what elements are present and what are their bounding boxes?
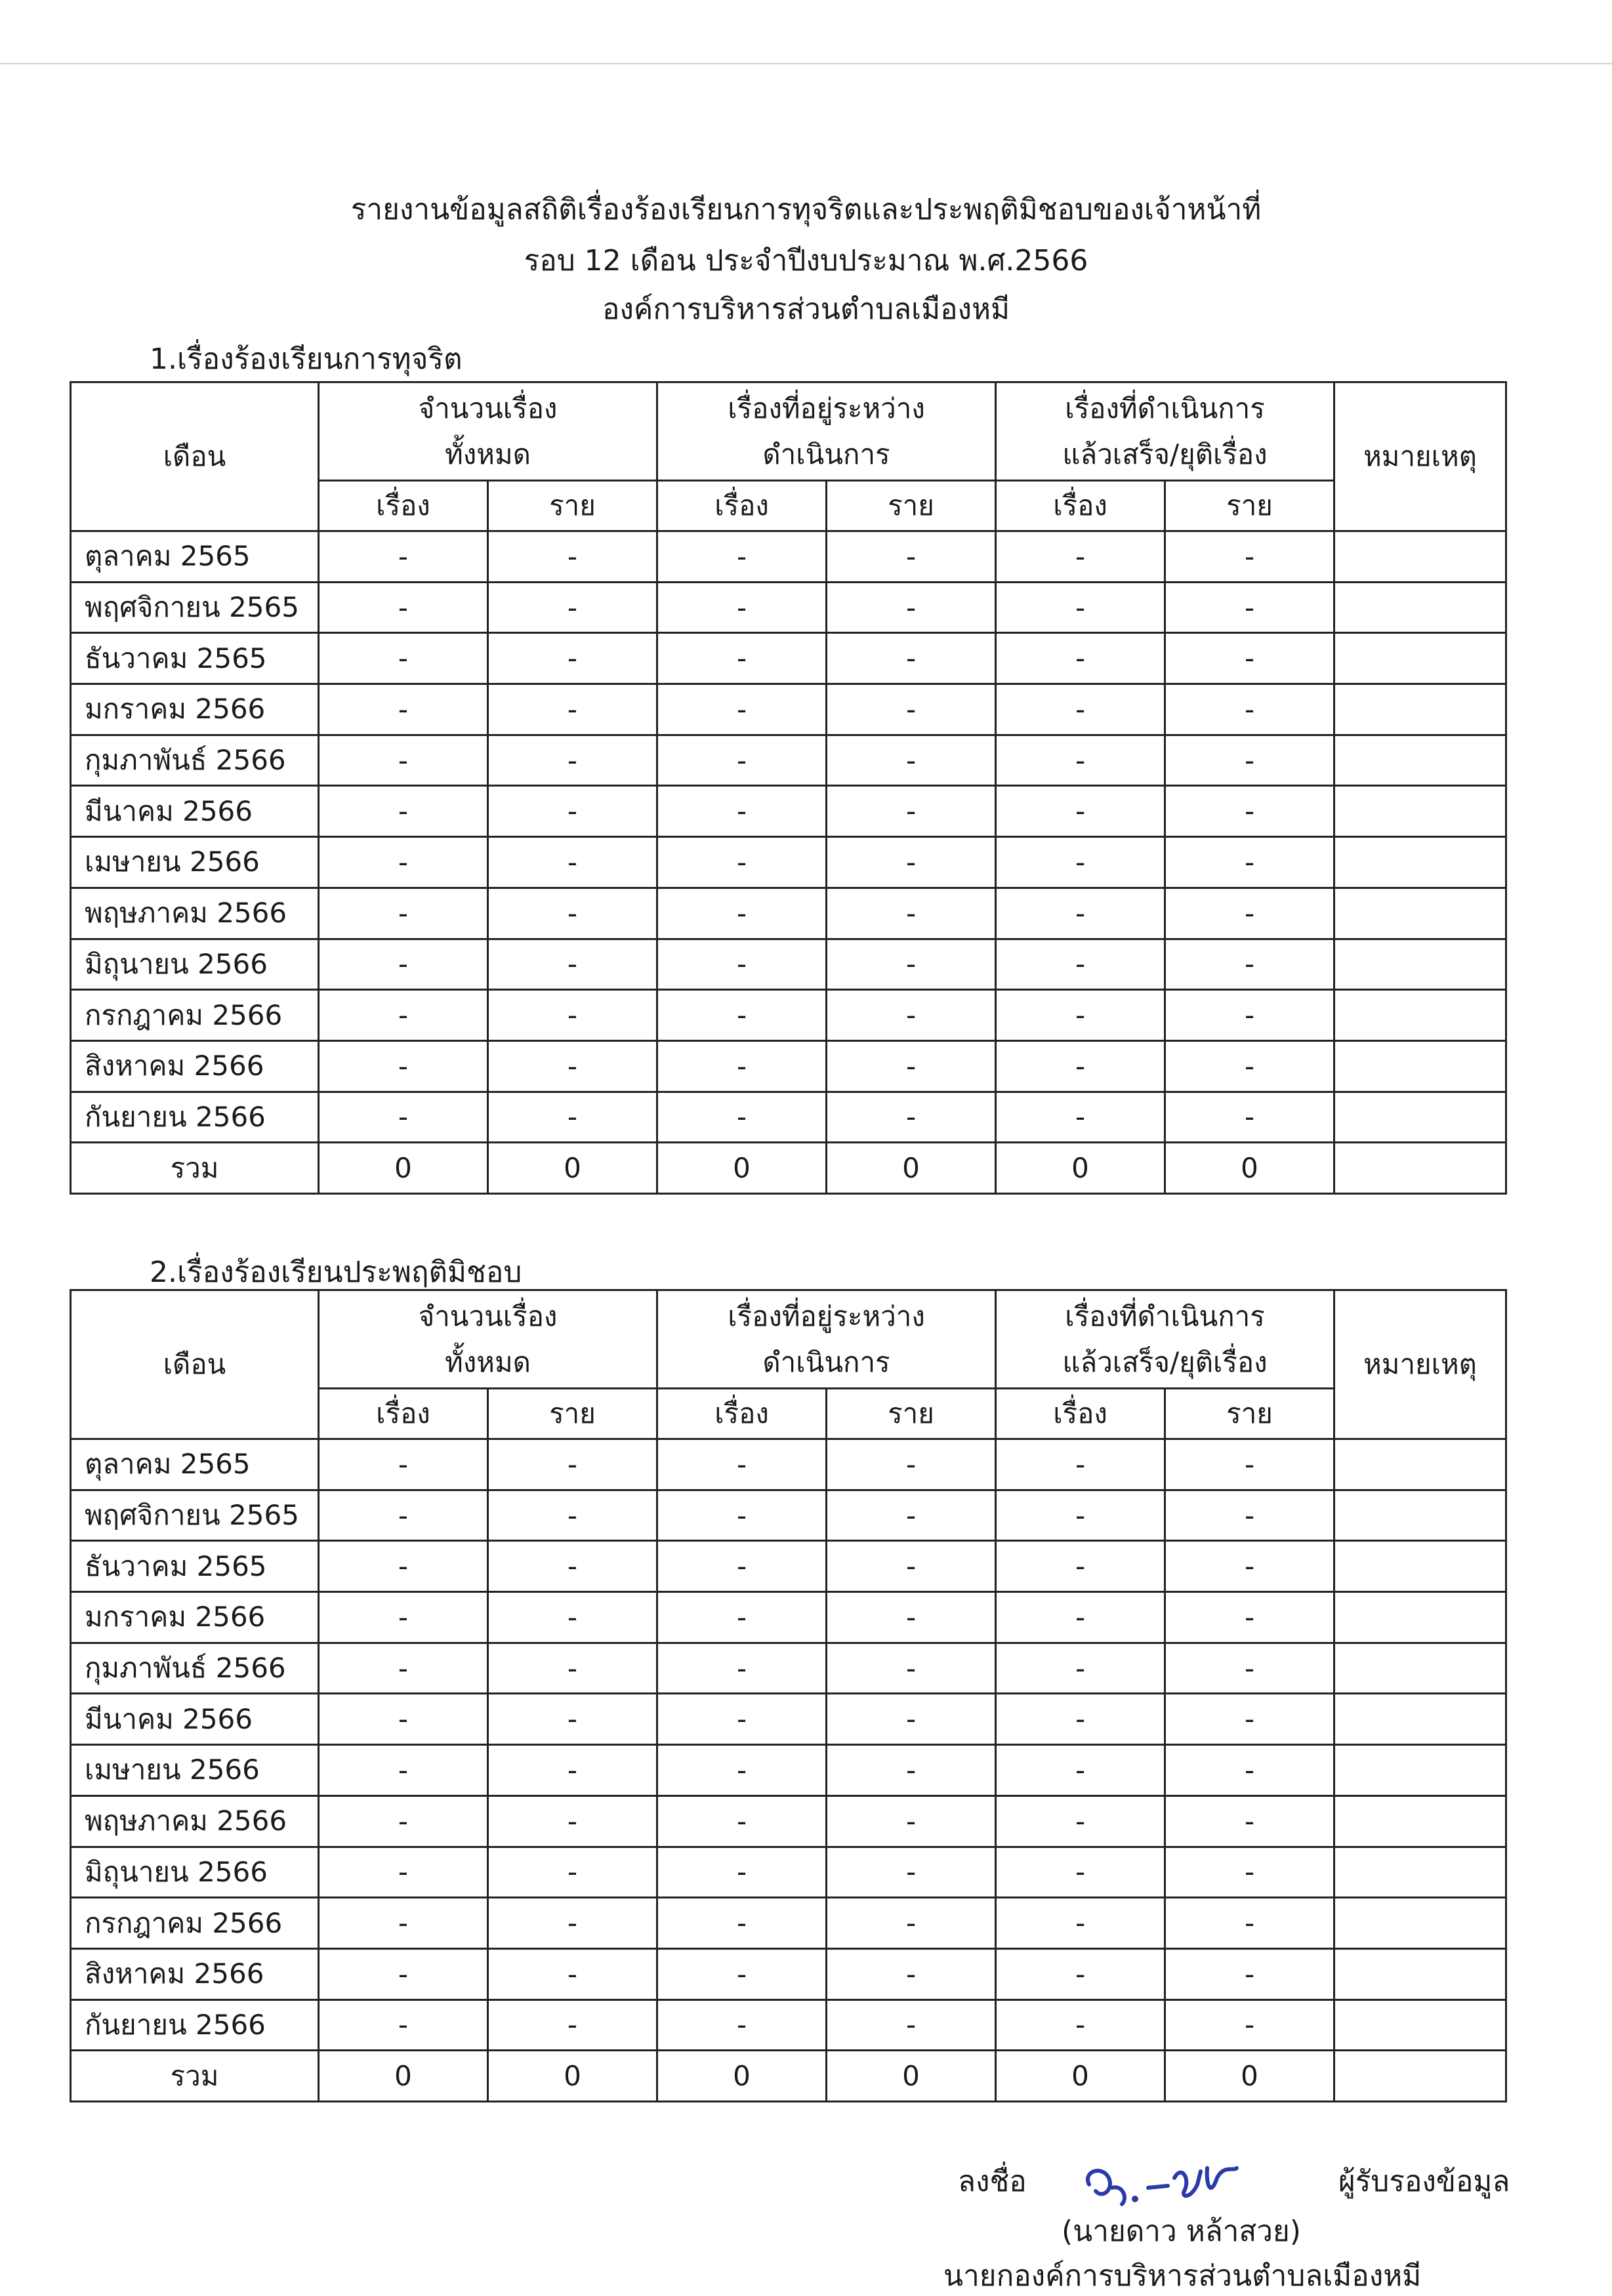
remark-header: หมายเหตุ — [1334, 382, 1506, 531]
table-row — [71, 1847, 1506, 1898]
table-row — [71, 1092, 1506, 1143]
value-cell: - — [488, 1745, 657, 1796]
value-cell: - — [1165, 1592, 1334, 1643]
value-cell: - — [996, 531, 1165, 583]
remark-cell — [1334, 837, 1506, 888]
table-row — [71, 1898, 1506, 1949]
table-row — [71, 1999, 1506, 2051]
total-row — [71, 2051, 1506, 2102]
value-cell: - — [1165, 1948, 1334, 1999]
value-cell: - — [827, 1541, 996, 1592]
total-value-cell: 0 — [1165, 2051, 1334, 2102]
value-cell: - — [657, 1092, 827, 1143]
table-row — [71, 633, 1506, 684]
value-cell: - — [488, 837, 657, 888]
value-cell: - — [1165, 990, 1334, 1041]
total-count-header-line2: ทั้งหมด — [445, 1345, 531, 1378]
table-row — [71, 1948, 1506, 1999]
table-row — [71, 684, 1506, 735]
remark-cell — [1334, 2051, 1506, 2102]
table-row — [71, 939, 1506, 990]
month-cell: มกราคม 2566 — [71, 1592, 319, 1643]
total-count-header — [319, 1290, 657, 1389]
value-cell: - — [1165, 531, 1334, 583]
remark-cell — [1334, 1643, 1506, 1694]
value-cell: - — [488, 1999, 657, 2051]
total-value-cell: 0 — [319, 1143, 488, 1194]
value-cell: - — [657, 786, 827, 837]
subheader-matter: เรื่อง — [319, 481, 488, 531]
table-row — [71, 1795, 1506, 1847]
pending-header-line1: เรื่องที่อยู่ระหว่าง — [728, 392, 925, 424]
total-label: รวม — [71, 1143, 319, 1194]
month-cell: พฤษภาคม 2566 — [71, 888, 319, 939]
organization-name: องค์การบริหารส่วนตำบลเมืองหมี — [602, 293, 1010, 326]
remark-cell — [1334, 582, 1506, 633]
value-cell: - — [657, 837, 827, 888]
value-cell: - — [996, 888, 1165, 939]
value-cell: - — [319, 1592, 488, 1643]
value-cell: - — [996, 1541, 1165, 1592]
month-cell: กรกฎาคม 2566 — [71, 990, 319, 1041]
completed-header — [996, 1290, 1334, 1389]
value-cell: - — [827, 837, 996, 888]
statistics-table-misconduct — [70, 1289, 1507, 2102]
value-cell: - — [488, 1490, 657, 1541]
value-cell: - — [319, 1541, 488, 1592]
month-cell: สิงหาคม 2566 — [71, 1040, 319, 1092]
month-cell: ธันวาคม 2565 — [71, 1541, 319, 1592]
value-cell: - — [996, 786, 1165, 837]
value-cell: - — [827, 531, 996, 583]
value-cell: - — [657, 1439, 827, 1490]
value-cell: - — [996, 684, 1165, 735]
completed-header — [996, 382, 1334, 481]
header-row — [71, 382, 1506, 481]
total-count-header-line1: จำนวนเรื่อง — [418, 392, 558, 424]
remark-cell — [1334, 1490, 1506, 1541]
value-cell: - — [319, 990, 488, 1041]
month-cell: มิถุนายน 2566 — [71, 939, 319, 990]
value-cell: - — [657, 633, 827, 684]
sign-label: ลงชื่อ — [958, 2165, 1027, 2198]
value-cell: - — [996, 1490, 1165, 1541]
month-cell: มกราคม 2566 — [71, 684, 319, 735]
pending-header-line2: ดำเนินการ — [762, 438, 890, 470]
value-cell: - — [657, 1745, 827, 1796]
value-cell: - — [657, 1694, 827, 1745]
value-cell: - — [657, 939, 827, 990]
total-value-cell: 0 — [657, 1143, 827, 1194]
value-cell: - — [1165, 1643, 1334, 1694]
remark-cell — [1334, 1847, 1506, 1898]
header-row — [71, 1290, 1506, 1389]
month-cell: มีนาคม 2566 — [71, 1694, 319, 1745]
value-cell: - — [319, 582, 488, 633]
value-cell: - — [996, 1643, 1165, 1694]
value-cell: - — [827, 1948, 996, 1999]
value-cell: - — [827, 735, 996, 786]
month-cell: กันยายน 2566 — [71, 1999, 319, 2051]
value-cell: - — [657, 1541, 827, 1592]
total-value-cell: 0 — [488, 1143, 657, 1194]
value-cell: - — [1165, 1040, 1334, 1092]
page-top-edge — [0, 63, 1612, 64]
month-cell: เมษายน 2566 — [71, 1745, 319, 1796]
value-cell: - — [488, 888, 657, 939]
value-cell: - — [1165, 1490, 1334, 1541]
value-cell: - — [1165, 582, 1334, 633]
value-cell: - — [657, 1592, 827, 1643]
value-cell: - — [319, 1795, 488, 1847]
value-cell: - — [657, 1040, 827, 1092]
value-cell: - — [488, 684, 657, 735]
value-cell: - — [488, 1541, 657, 1592]
value-cell: - — [488, 1795, 657, 1847]
month-cell: มีนาคม 2566 — [71, 786, 319, 837]
value-cell: - — [657, 1490, 827, 1541]
value-cell: - — [319, 531, 488, 583]
value-cell: - — [319, 633, 488, 684]
table-row — [71, 1592, 1506, 1643]
value-cell: - — [996, 990, 1165, 1041]
table-row — [71, 837, 1506, 888]
total-value-cell: 0 — [657, 2051, 827, 2102]
value-cell: - — [996, 1999, 1165, 2051]
value-cell: - — [488, 1847, 657, 1898]
remark-cell — [1334, 939, 1506, 990]
table-row — [71, 786, 1506, 837]
value-cell: - — [488, 990, 657, 1041]
subheader-matter: เรื่อง — [996, 1389, 1165, 1439]
value-cell: - — [657, 684, 827, 735]
pending-header-line1: เรื่องที่อยู่ระหว่าง — [728, 1300, 925, 1332]
value-cell: - — [1165, 837, 1334, 888]
value-cell: - — [657, 1948, 827, 1999]
value-cell: - — [1165, 684, 1334, 735]
remark-cell — [1334, 1948, 1506, 1999]
pending-header — [657, 382, 996, 481]
value-cell: - — [996, 1847, 1165, 1898]
table-row — [71, 990, 1506, 1041]
value-cell: - — [319, 1092, 488, 1143]
value-cell: - — [996, 1795, 1165, 1847]
value-cell: - — [1165, 633, 1334, 684]
table-row — [71, 1694, 1506, 1745]
value-cell: - — [1165, 888, 1334, 939]
value-cell: - — [996, 1745, 1165, 1796]
subheader-matter: เรื่อง — [657, 1389, 827, 1439]
value-cell: - — [488, 1948, 657, 1999]
month-cell: ธันวาคม 2565 — [71, 633, 319, 684]
value-cell: - — [827, 1592, 996, 1643]
value-cell: - — [1165, 1092, 1334, 1143]
remark-cell — [1334, 1092, 1506, 1143]
value-cell: - — [657, 1898, 827, 1949]
table-row — [71, 582, 1506, 633]
remark-cell — [1334, 1999, 1506, 2051]
month-header: เดือน — [71, 382, 319, 531]
value-cell: - — [488, 1643, 657, 1694]
total-count-header — [319, 382, 657, 481]
total-value-cell: 0 — [827, 2051, 996, 2102]
remark-cell — [1334, 1040, 1506, 1092]
value-cell: - — [319, 1898, 488, 1949]
value-cell: - — [827, 1795, 996, 1847]
remark-cell — [1334, 888, 1506, 939]
remark-cell — [1334, 990, 1506, 1041]
value-cell: - — [827, 888, 996, 939]
value-cell: - — [319, 735, 488, 786]
value-cell: - — [827, 990, 996, 1041]
total-value-cell: 0 — [488, 2051, 657, 2102]
month-cell: พฤศจิกายน 2565 — [71, 1490, 319, 1541]
total-value-cell: 0 — [827, 1143, 996, 1194]
value-cell: - — [657, 1643, 827, 1694]
remark-cell — [1334, 1745, 1506, 1796]
value-cell: - — [657, 735, 827, 786]
table-row — [71, 531, 1506, 583]
table-row — [71, 888, 1506, 939]
report-title: รายงานข้อมูลสถิติเรื่องร้องเรียนการทุจริตและประพฤติมิชอบของเจ้าหน้าที่ — [350, 193, 1262, 226]
value-cell: - — [488, 633, 657, 684]
subheader-matter: เรื่อง — [996, 481, 1165, 531]
value-cell: - — [488, 1040, 657, 1092]
value-cell: - — [488, 786, 657, 837]
remark-cell — [1334, 735, 1506, 786]
value-cell: - — [488, 531, 657, 583]
value-cell: - — [657, 582, 827, 633]
signer-position: นายกองค์การบริหารส่วนตำบลเมืองหมี — [943, 2259, 1422, 2293]
subheader-matter: เรื่อง — [657, 481, 827, 531]
pending-header-line2: ดำเนินการ — [762, 1345, 890, 1378]
total-value-cell: 0 — [1165, 1143, 1334, 1194]
completed-header-line2: แล้วเสร็จ/ยุติเรื่อง — [1062, 1345, 1268, 1378]
table-row — [71, 1040, 1506, 1092]
value-cell: - — [319, 1643, 488, 1694]
value-cell: - — [657, 1795, 827, 1847]
month-cell: ตุลาคม 2565 — [71, 1439, 319, 1490]
remark-cell — [1334, 1541, 1506, 1592]
completed-header-line1: เรื่องที่ดำเนินการ — [1065, 1300, 1265, 1332]
value-cell: - — [1165, 1795, 1334, 1847]
value-cell: - — [319, 888, 488, 939]
subheader-count: ราย — [827, 1389, 996, 1439]
remark-cell — [1334, 633, 1506, 684]
month-cell: กุมภาพันธ์ 2566 — [71, 735, 319, 786]
month-cell: กรกฎาคม 2566 — [71, 1898, 319, 1949]
value-cell: - — [488, 1092, 657, 1143]
value-cell: - — [319, 1694, 488, 1745]
subheader-count: ราย — [488, 481, 657, 531]
value-cell: - — [1165, 939, 1334, 990]
value-cell: - — [827, 1643, 996, 1694]
value-cell: - — [996, 1439, 1165, 1490]
value-cell: - — [1165, 1541, 1334, 1592]
value-cell: - — [1165, 1847, 1334, 1898]
pending-header — [657, 1290, 996, 1389]
value-cell: - — [1165, 1999, 1334, 2051]
table-row — [71, 1541, 1506, 1592]
value-cell: - — [827, 1490, 996, 1541]
value-cell: - — [827, 1694, 996, 1745]
value-cell: - — [827, 1040, 996, 1092]
value-cell: - — [827, 1092, 996, 1143]
remark-cell — [1334, 1143, 1506, 1194]
table-row — [71, 1439, 1506, 1490]
value-cell: - — [996, 1694, 1165, 1745]
value-cell: - — [996, 1040, 1165, 1092]
subheader-count: ราย — [488, 1389, 657, 1439]
section-heading: 2.เรื่องร้องเรียนประพฤติมิชอบ — [150, 1256, 522, 1289]
statistics-table-corruption — [70, 381, 1507, 1195]
month-cell: เมษายน 2566 — [71, 837, 319, 888]
total-value-cell: 0 — [319, 2051, 488, 2102]
value-cell: - — [488, 1439, 657, 1490]
value-cell: - — [1165, 1694, 1334, 1745]
value-cell: - — [996, 735, 1165, 786]
value-cell: - — [996, 939, 1165, 990]
value-cell: - — [827, 1847, 996, 1898]
remark-cell — [1334, 684, 1506, 735]
remark-cell — [1334, 786, 1506, 837]
value-cell: - — [319, 1040, 488, 1092]
value-cell: - — [1165, 1898, 1334, 1949]
month-cell: พฤศจิกายน 2565 — [71, 582, 319, 633]
handwritten-signature — [1076, 2158, 1247, 2217]
value-cell: - — [657, 1847, 827, 1898]
table-row — [71, 1745, 1506, 1796]
value-cell: - — [827, 939, 996, 990]
certifier-role: ผู้รับรองข้อมูล — [1338, 2165, 1510, 2198]
value-cell: - — [319, 1999, 488, 2051]
value-cell: - — [827, 786, 996, 837]
value-cell: - — [996, 1898, 1165, 1949]
remark-header: หมายเหตุ — [1334, 1290, 1506, 1439]
remark-cell — [1334, 1898, 1506, 1949]
remark-cell — [1334, 1795, 1506, 1847]
section-heading: 1.เรื่องร้องเรียนการทุจริต — [150, 342, 463, 376]
value-cell: - — [827, 582, 996, 633]
value-cell: - — [827, 1439, 996, 1490]
value-cell: - — [996, 1592, 1165, 1643]
completed-header-line1: เรื่องที่ดำเนินการ — [1065, 392, 1265, 424]
value-cell: - — [488, 1898, 657, 1949]
value-cell: - — [488, 1592, 657, 1643]
value-cell: - — [996, 633, 1165, 684]
subheader-matter: เรื่อง — [319, 1389, 488, 1439]
value-cell: - — [1165, 786, 1334, 837]
value-cell: - — [996, 582, 1165, 633]
remark-cell — [1334, 1694, 1506, 1745]
value-cell: - — [488, 1694, 657, 1745]
value-cell: - — [319, 1439, 488, 1490]
remark-cell — [1334, 1592, 1506, 1643]
remark-cell — [1334, 1439, 1506, 1490]
value-cell: - — [319, 1490, 488, 1541]
total-value-cell: 0 — [996, 1143, 1165, 1194]
value-cell: - — [996, 1948, 1165, 1999]
value-cell: - — [319, 1847, 488, 1898]
subheader-count: ราย — [827, 481, 996, 531]
value-cell: - — [1165, 1745, 1334, 1796]
value-cell: - — [319, 837, 488, 888]
value-cell: - — [488, 582, 657, 633]
value-cell: - — [657, 1999, 827, 2051]
month-cell: มิถุนายน 2566 — [71, 1847, 319, 1898]
total-count-header-line2: ทั้งหมด — [445, 438, 531, 470]
table-row — [71, 1643, 1506, 1694]
value-cell: - — [657, 990, 827, 1041]
value-cell: - — [827, 684, 996, 735]
value-cell: - — [827, 633, 996, 684]
value-cell: - — [827, 1999, 996, 2051]
completed-header-line2: แล้วเสร็จ/ยุติเรื่อง — [1062, 438, 1268, 470]
remark-cell — [1334, 531, 1506, 583]
report-period: รอบ 12 เดือน ประจำปีงบประมาณ พ.ศ.2566 — [524, 244, 1088, 277]
table-row — [71, 1490, 1506, 1541]
value-cell: - — [827, 1898, 996, 1949]
value-cell: - — [996, 837, 1165, 888]
month-cell: สิงหาคม 2566 — [71, 1948, 319, 1999]
value-cell: - — [319, 1948, 488, 1999]
value-cell: - — [657, 531, 827, 583]
total-value-cell: 0 — [996, 2051, 1165, 2102]
total-count-header-line1: จำนวนเรื่อง — [418, 1300, 558, 1332]
total-row — [71, 1143, 1506, 1194]
signer-name: (นายดาว หล้าสวย) — [1062, 2215, 1301, 2248]
month-cell: พฤษภาคม 2566 — [71, 1795, 319, 1847]
month-cell: กุมภาพันธ์ 2566 — [71, 1643, 319, 1694]
total-label: รวม — [71, 2051, 319, 2102]
value-cell: - — [1165, 1439, 1334, 1490]
value-cell: - — [827, 1745, 996, 1796]
month-cell: กันยายน 2566 — [71, 1092, 319, 1143]
value-cell: - — [488, 939, 657, 990]
table-row — [71, 735, 1506, 786]
month-cell: ตุลาคม 2565 — [71, 531, 319, 583]
subheader-count: ราย — [1165, 481, 1334, 531]
subheader-count: ราย — [1165, 1389, 1334, 1439]
value-cell: - — [1165, 735, 1334, 786]
value-cell: - — [488, 735, 657, 786]
value-cell: - — [657, 888, 827, 939]
month-header: เดือน — [71, 1290, 319, 1439]
value-cell: - — [996, 1092, 1165, 1143]
value-cell: - — [319, 939, 488, 990]
value-cell: - — [319, 786, 488, 837]
value-cell: - — [319, 684, 488, 735]
value-cell: - — [319, 1745, 488, 1796]
